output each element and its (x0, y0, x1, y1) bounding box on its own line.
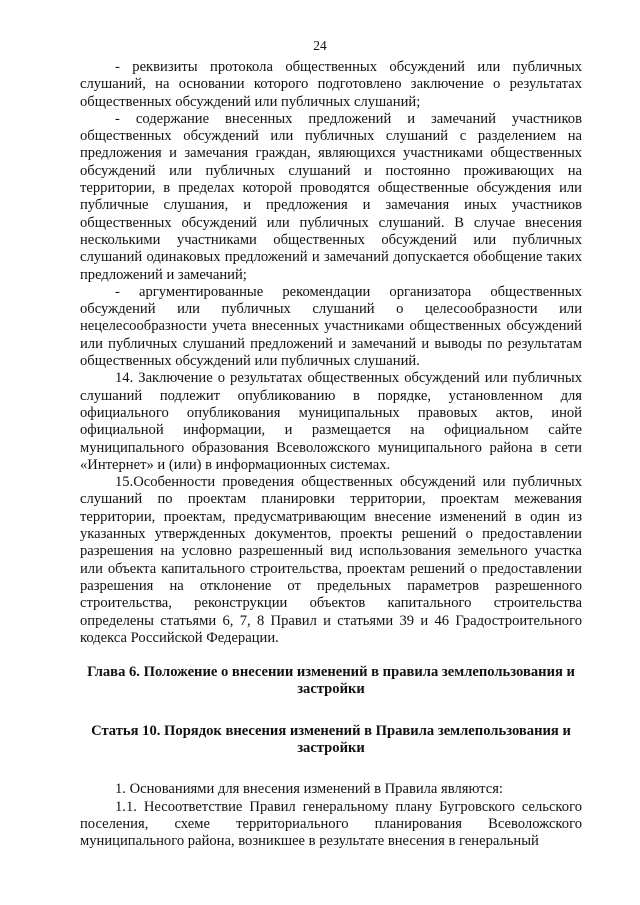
paragraph-item-1-1: 1.1. Несоответствие Правил генеральному плану Бугровского сельского поселения, схеме территориального планирования Всеволожского муниципального района, возникшее в результате внесения в генеральный (80, 798, 582, 850)
chapter-heading: Глава 6. Положение о внесении изменений в правила землепользования и застройки (87, 664, 575, 698)
paragraph-recommendations: - аргументированные рекомендации организатора общественных обсуждений или публичных слушаний о целесообразности или нецелесообразности учета внесенных участниками общественных обсуждений или публичных слушаний предложений и замечаний и выводы по результатам общественных обсуждений или публичных слушаний. (80, 283, 582, 370)
paragraph-proposals-content: - содержание внесенных предложений и замечаний участников общественных обсуждений или публичных слушаний с разделением на предложения и замечания граждан, являющихся участниками общественных обсуждений или публичных слушаний и постоянно проживающих на территории, в пределах которой проводятся общественные обсуждения или публичные слушания, и предложения и замечания иных участников общественных обсуждений или публичных слушаний. В случае внесения несколькими участниками общественных обсуждений или публичных слушаний одинаковых предложений и замечаний допускается обобщение таких предложений и замечаний; (80, 110, 582, 283)
paragraph-item-15: 15.Особенности проведения общественных обсуждений или публичных слушаний по проектам планировки территории, проектам межевания территории, проектам, предусматривающим внесение изменений в один из указанных утвержденных документов, проекты решений о предоставлении разрешения на условно разрешенный вид использования земельного участка или объекта капитального строительства, проектам решений о предоставлении разрешения на отклонение от предельных параметров разрешенного строительства, реконструкции объектов капитального строительства определены статьями 6, 7, 8 Правил и статьями 39 и 46 Градостроительного кодекса Российской Федерации. (80, 474, 582, 646)
paragraph-grounds: 1. Основаниями для внесения изменений в Правила являются: (115, 781, 503, 798)
page-number: 24 (313, 38, 327, 53)
document-body (80, 59, 582, 850)
paragraph-item-14: 14. Заключение о результатах общественных обсуждений или публичных слушаний подлежит опубликованию в порядке, установленном для официального опубликования муниципальных правовых актов, иной официальной информации, и размещается на официальном сайте муниципального образования Всеволожского муниципального района в сети «Интернет» и (или) в информационных системах. (80, 370, 582, 473)
paragraph-protocol-details: - реквизиты протокола общественных обсуждений или публичных слушаний, на основании которого подготовлено заключение о результатах общественных обсуждений или публичных слушаний; (80, 59, 582, 110)
article-heading: Статья 10. Порядок внесения изменений в Правила землепользования и застройки (91, 722, 571, 756)
